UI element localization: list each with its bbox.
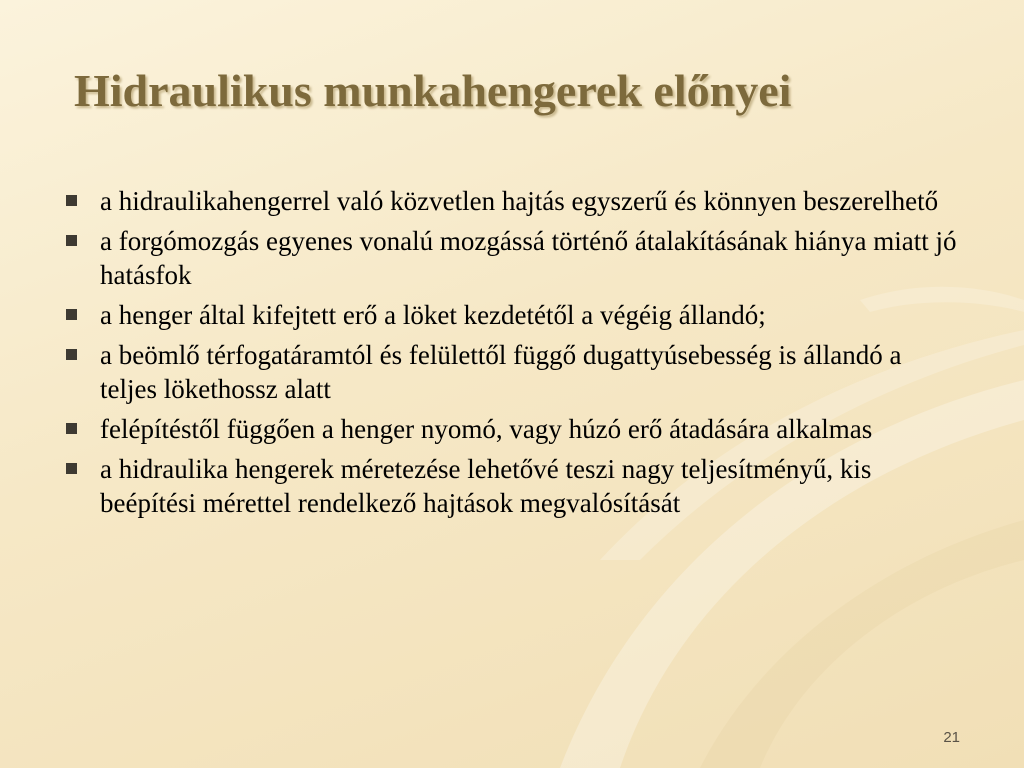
page-number: 21 [943, 729, 960, 746]
square-bullet-icon [66, 349, 77, 360]
list-item-text: a hidraulika hengerek méretezése lehetővé teszi nagy teljesítményű, kis beépítési mérettel rendelkező hajtások megvalósítását [100, 454, 872, 518]
list-item-text: a henger által kifejtett erő a löket kezdetétől a végéig állandó; [100, 300, 766, 330]
square-bullet-icon [66, 423, 77, 434]
list-item-text: a forgómozgás egyenes vonalú mozgássá történő átalakításának hiánya miatt jó hatásfok [100, 226, 957, 290]
list-item-text: a beömlő térfogatáramtól és felülettől függő dugattyúsebesség is állandó a teljes lökethossz alatt [100, 340, 902, 404]
list-item [62, 412, 962, 446]
square-bullet-icon [66, 195, 77, 206]
list-item [62, 184, 962, 218]
list-item-text: felépítéstől függően a henger nyomó, vagy húzó erő átadására alkalmas [100, 414, 873, 444]
list-item [62, 224, 962, 292]
square-bullet-icon [66, 235, 77, 246]
square-bullet-icon [66, 463, 77, 474]
list-item [62, 298, 962, 332]
list-item [62, 338, 962, 406]
square-bullet-icon [66, 309, 77, 320]
bullet-list [62, 184, 962, 526]
slide-title: Hidraulikus munkahengerek előnyei [74, 65, 792, 116]
list-item [62, 452, 962, 520]
list-item-text: a hidraulikahengerrel való közvetlen hajtás egyszerű és könnyen beszerelhető [100, 186, 939, 216]
